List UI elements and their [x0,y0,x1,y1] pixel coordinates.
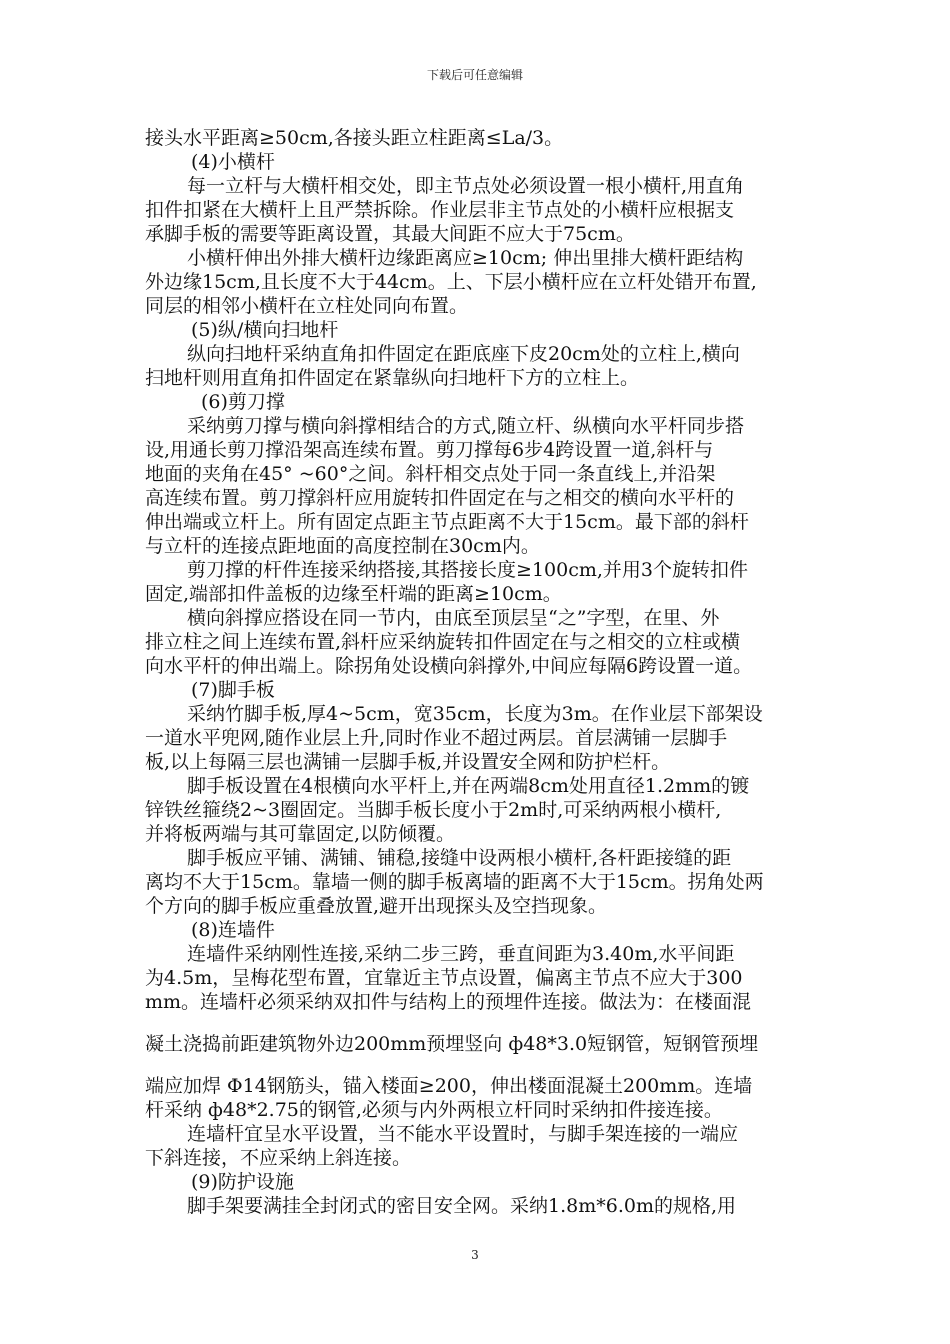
text-line: 外边缘15cm,且长度不大于44cm。上、下层小横杆应在立杆处错开布置, [145,271,757,293]
section-heading: (7)脚手板 [191,679,275,701]
text-line: 接头水平距离≥50cm,各接头距立柱距离≤La/3。 [145,127,564,149]
text-line: 高连续布置。剪刀撑斜杆应用旋转扣件固定在与之相交的横向水平杆的 [145,487,735,509]
text-line: 固定,端部扣件盖板的边缘至杆端的距离≥10cm。 [145,583,562,605]
text-line: 排立柱之间上连续布置,斜杆应采纳旋转扣件固定在与之相交的立柱或横 [145,631,741,653]
page-number: 3 [471,1248,479,1262]
section-heading: (8)连墙件 [191,919,275,941]
text-line: 凝土浇捣前距建筑物外边200mm预埋竖向 ф48*3.0短钢管，短钢管预埋 [145,1033,759,1055]
text-line: 杆采纳 ф48*2.75的钢管,必须与内外两根立杆同时采纳扣件接连接。 [145,1099,723,1121]
text-line: 下斜连接，不应采纳上斜连接。 [145,1147,412,1169]
page-header-note: 下载后可任意编辑 [426,68,523,82]
text-line: 小横杆伸出外排大横杆边缘距离应≥10cm; 伸出里排大横杆距结构 [187,247,744,269]
text-line: 锌铁丝箍绕2~3圈固定。当脚手板长度小于2m时,可采纳两根小横杆, [145,799,722,821]
text-line: 离均不大于15cm。靠墙一侧的脚手板离墙的距离不大于15cm。拐角处两 [145,871,764,893]
section-heading: (9)防护设施 [191,1171,294,1193]
text-line: 承脚手板的需要等距离设置，其最大间距不应大于75cm。 [145,223,635,245]
text-line: 采纳剪刀撑与横向斜撑相结合的方式,随立杆、纵横向水平杆同步搭 [187,415,745,437]
section-heading: (6)剪刀撑 [201,391,285,413]
text-line: 扣件扣紧在大横杆上且严禁拆除。作业层非主节点处的小横杆应根据支 [145,199,735,221]
text-line: 为4.5m，呈梅花型布置，宜靠近主节点设置，偏离主节点不应大于300 [145,967,743,989]
text-line: 并将板两端与其可靠固定,以防倾覆。 [145,823,456,845]
text-line: 纵向扫地杆采纳直角扣件固定在距底座下皮20cm处的立柱上,横向 [187,343,740,365]
text-line: 个方向的脚手板应重叠放置,避开出现探头及空挡现象。 [145,895,608,917]
section-heading: (4)小横杆 [191,151,275,173]
text-line: mm。连墙杆必须采纳双扣件与结构上的预埋件连接。做法为：在楼面混 [145,991,752,1013]
text-line: 设,用通长剪刀撑沿架高连续布置。剪刀撑每6步4跨设置一道,斜杆与 [145,439,714,461]
text-line: 每一立杆与大横杆相交处，即主节点处必须设置一根小横杆,用直角 [187,175,745,197]
text-line: 同层的相邻小横杆在立柱处同向布置。 [145,295,469,317]
section-heading: (5)纵/横向扫地杆 [191,319,339,341]
text-line: 脚手架要满挂全封闭式的密目安全网。采纳1.8m*6.0m的规格,用 [187,1195,737,1217]
text-line: 连墙件采纳刚性连接,采纳二步三跨，垂直间距为3.40m,水平间距 [187,943,735,965]
text-line: 向水平杆的伸出端上。除拐角处设横向斜撑外,中间应每隔6跨设置一道。 [145,655,753,677]
text-line: 连墙杆宜呈水平设置，当不能水平设置时，与脚手架连接的一端应 [187,1123,739,1145]
text-line: 端应加焊 Φ14钢筋头，锚入楼面≥200，伸出楼面混凝土200mm。连墙 [145,1075,753,1097]
text-line: 采纳竹脚手板,厚4~5cm，宽35cm，长度为3m。在作业层下部架设 [187,703,763,725]
text-line: 一道水平兜网,随作业层上升,同时作业不超过两层。首层满铺一层脚手 [145,727,728,749]
text-line: 地面的夹角在45° ~60°之间。斜杆相交点处于同一条直线上,并沿架 [145,463,716,485]
text-line: 横向斜撑应搭设在同一节内，由底至顶层呈“之”字型，在里、外 [187,607,720,629]
text-line: 剪刀撑的杆件连接采纳搭接,其搭接长度≥100cm,并用3个旋转扣件 [187,559,749,581]
text-line: 脚手板应平铺、满铺、铺稳,接缝中设两根小横杆,各杆距接缝的距 [187,847,732,869]
text-line: 板,以上每隔三层也满铺一层脚手板,并设置安全网和防护栏杆。 [145,751,671,773]
text-line: 与立杆的连接点距地面的高度控制在30cm内。 [145,535,540,557]
text-line: 伸出端或立杆上。所有固定点距主节点距离不大于15cm。最下部的斜杆 [145,511,749,533]
text-line: 脚手板设置在4根横向水平杆上,并在两端8cm处用直径1.2mm的镀 [187,775,750,797]
text-line: 扫地杆则用直角扣件固定在紧靠纵向扫地杆下方的立柱上。 [145,367,640,389]
